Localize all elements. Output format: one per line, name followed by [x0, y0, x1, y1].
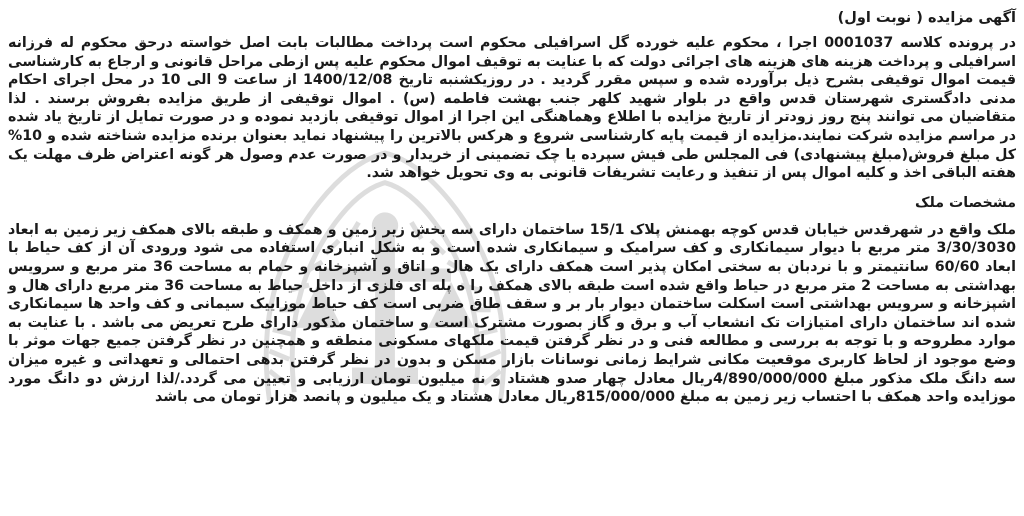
notice-title: آگهی مزایده ( نوبت اول) — [837, 10, 1016, 26]
property-specs-paragraph: ملک واقع در شهرقدس خیابان قدس کوچه بهمنش پلاک 15/1 ساختمان دارای سه بخش زیر زمین و همکف و طبقه بالای همکف زیر زمین به ابعاد 3/30/3030 متر مربع با دیوار سیمانکاری و کف سرامیک و سیمانکاری شده است و به شکل انباری استفاده می شود ورودی آن از کف حیاط با ابعاد 60/60 سانتیمتر و با نردبان به سختی امکان پذیر است همکف دارای یک هال و اتاق و آشپزخانه و حمام به مساحت 36 متر مربع و سرویس بهداشتی به مساحت 2 متر مربع در حیاط واقع شده است طبقه بالای همکف را ه پله ای فلزی از داخل حیاط به مساحت 36 متر مربع دارای هال و اشپزخانه و سرویس بهداشتی است اسکلت ساختمان دیوار بار بر و سقف طاق ضربی است کف حیاط موزاییک سیمانی و کف واحد ها سیمانکاری شده اند ساختمان دارای امتیازات تک انشعاب آب و برق و گاز بصورت مشترک است و ساختمان مذکور دارای طرح تعریض می باشد . با عنایت به موارد مطروحه و با توجه به بررسی و مطالعه فنی و در نظر گرفتن قیمت ملکهای مسکونی منطقه و همچنین در نظر گرفتن جمیع جهات موثر با وضع موجود از لحاظ کاربری موقعیت مکانی شرایط زمانی نوسانات بازار مسکن و بدون در نظر گرفتن بدهی احتمالی و تعهداتی و غیره میزان سه دانگ ملک مذکور مبلغ 4/890/000/000ریال معادل چهار صدو هشتاد و نه میلیون تومان ارزیابی و تعیین می گردد./لذا ارزش دو دانگ مورد موزایده واحد همکف با احتساب زیر زمین به مبلغ 815/000/000ریال معادل هشتاد و یک میلیون و پانصد هزار تومان می باشد — [8, 221, 1016, 406]
property-specs-heading: مشخصات ملک — [914, 194, 1016, 211]
notice-body-paragraph: در پرونده کلاسه 0001037 اجرا ، محکوم علیه خورده گل اسرافیلی محکوم است پرداخت مطالبات بابت اصل خواسته درحق محکوم له فرزانه اسرافیلی و پرداخت هزینه های هزینه های اجرائی دولت که با عنایت به توقیف اموال محکوم علیه پس ازطی مراحل قانونی و ارجاع به کارشناسی قیمت اموال توقیفی بشرح ذیل برآورده شده و سپس مقرر گردید . در روزیکشنبه تاریخ 1400/12/08 از ساعت 9 الی 10 در محل اجرای احکام مدنی دادگستری شهرستان قدس واقع در بلوار شهید کلهر جنب بهشت فاطمه (س) . اموال توقیفی از طریق مزایده بفروش برسند . لذا متقاضیان می توانند پنج روز زودتر از تاریخ مزایده با اطلاع وهماهنگی این اجرا از اموال توقیفی بازدید نموده و در صورت تمایل از تاریخ یاد شده در مراسم مزایده شرکت نمایند.مزایده از قیمت پایه کارشناسی شروع و هرکس بالاترین را پیشنهاد نماید بعنوان برنده مزایده شناخته شده و 10% کل مبلغ فروش(مبلغ پیشنهادی) فی المجلس طی فیش سپرده یا چک تضمینی از خریدار و در صورت عدم وصول هر گونه اعتراض ظرف مهلت یک هفته الباقی اخذ و کلیه اموال پس از تنفیذ و رعایت تشریفات قانونی به وی تحویل خواهد شد. — [8, 35, 1017, 182]
